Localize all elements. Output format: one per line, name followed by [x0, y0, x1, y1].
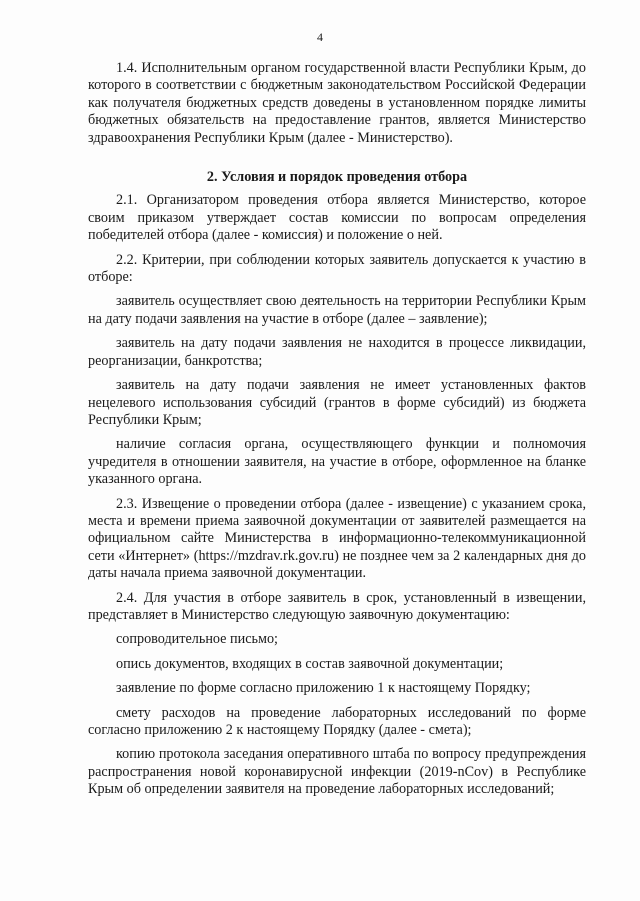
section-2-2-paragraph: 2.2. Критерии, при соблюдении которых заявитель допускается к участию в отборе:	[88, 251, 586, 286]
document-list-item: копию протокола заседания оперативного штаба по вопросу предупреждения распространения новой коронавирусной инфекции (2019-nCov) в Республике Крым об определении заявителя на проведение лабораторных исследований;	[88, 746, 586, 798]
document-list-item: смету расходов на проведение лабораторных исследований по форме согласно приложению 2 к настоящему Порядку (далее - смета);	[88, 704, 586, 738]
page-number: 4	[317, 30, 323, 44]
document-list-item: сопроводительное письмо;	[116, 631, 278, 648]
criteria-item: наличие согласия органа, осуществляющего функции и полномочия учредителя в отношении заявителя, на участие в отборе, оформленное на бланке указанного органа.	[88, 436, 586, 488]
section-1-4-paragraph: 1.4. Исполнительным органом государственной власти Республики Крым, до которого в соответствии с бюджетным законодательством Российской Федерации как получателя бюджетных средств доведены в установленном порядке лимиты бюджетных обязательств на предоставление грантов, является Министерство здравоохранения Республики Крым (далее - Министерство).	[88, 60, 586, 146]
section-2-1-paragraph: 2.1. Организатором проведения отбора является Министерство, которое своим приказом утверждает состав комиссии по вопросам определения победителей отбора (далее - комиссия) и положение о ней.	[88, 192, 586, 244]
section-2-heading: 2. Условия и порядок проведения отбора	[206, 169, 468, 186]
criteria-item: заявитель на дату подачи заявления не находится в процессе ликвидации, реорганизации, банкротства;	[88, 335, 586, 369]
document-body	[88, 60, 586, 806]
section-2-3-paragraph: 2.3. Извещение о проведении отбора (далее - извещение) с указанием срока, места и времени приема заявочной документации от заявителей размещается на официальном сайте Министерства в информационно-телекоммуникационной сети «Интернет» (https://mzdrav.rk.gov.ru) не позднее чем за 2 календарных дня до даты начала приема заявочной документации.	[88, 495, 586, 582]
document-list-item: заявление по форме согласно приложению 1 к настоящему Порядку;	[116, 680, 531, 697]
document-list-item: опись документов, входящих в состав заявочной документации;	[116, 655, 504, 672]
section-2-4-paragraph: 2.4. Для участия в отборе заявитель в срок, установленный в извещении, представляет в Министерство следующую заявочную документацию:	[88, 589, 586, 623]
criteria-item: заявитель на дату подачи заявления не имеет установленных фактов нецелевого использования субсидий (грантов в форме субсидий) из бюджета Республики Крым;	[88, 377, 586, 428]
criteria-item: заявитель осуществляет свою деятельность на территории Республики Крым на дату подачи заявления на участие в отборе (далее – заявление);	[88, 293, 586, 327]
